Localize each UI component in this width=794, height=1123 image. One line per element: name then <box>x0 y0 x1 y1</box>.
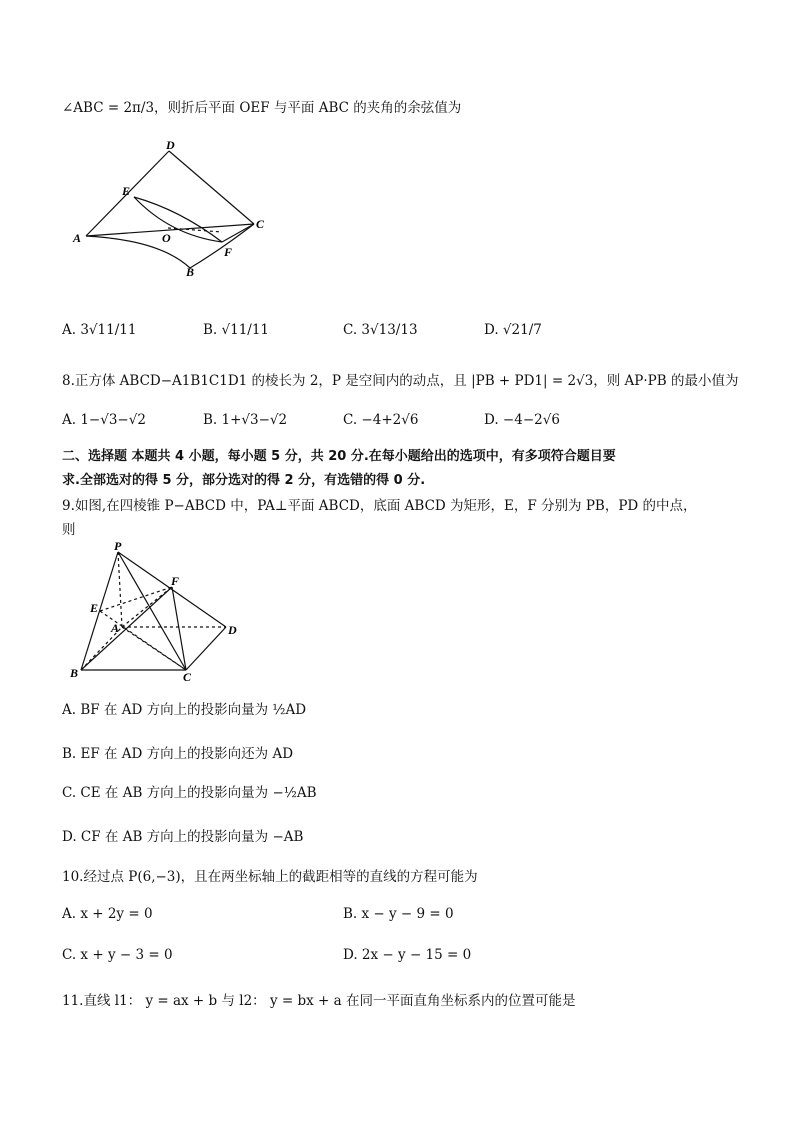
q7-option-c[interactable]: C. 3√13/13 <box>343 322 418 338</box>
label-B: B <box>186 265 195 279</box>
q8-option-a[interactable]: A. 1−√3−√2 <box>62 412 146 428</box>
q8-stem: 8.正方体 ABCD−A1B1C1D1 的棱长为 2，P 是空间内的动点，且 |PB + PD1| = 2√3，则 AP·PB 的最小值为 <box>62 373 739 389</box>
section2-heading-line1: 二、选择题 本题共 4 小题，每小题 5 分，共 20 分.在每小题给出的选项中，有多项符合题目要 <box>62 449 616 464</box>
edge-EF-dashed <box>100 587 172 611</box>
edge-FC <box>222 224 254 242</box>
q10-option-b[interactable]: B. x − y − 9 = 0 <box>343 906 454 922</box>
edge-AB <box>86 236 190 268</box>
label-E: E <box>90 601 99 615</box>
q7-stem-tail: ∠ABC = 2π/3，则折后平面 OEF 与平面 ABC 的夹角的余弦值为 <box>62 100 462 116</box>
q7-option-b[interactable]: B. √11/11 <box>203 322 270 338</box>
label-C: C <box>183 670 192 684</box>
label-B: B <box>70 666 79 680</box>
q8-option-d[interactable]: D. −4−2√6 <box>484 412 560 428</box>
section2-heading-line2: 求.全部选对的得 5 分，部分选对的得 2 分，有选错的得 0 分. <box>62 473 426 488</box>
q9-option-c[interactable]: C. CE 在 AB 方向上的投影向量为 −½AB <box>62 785 317 801</box>
q11-stem: 11.直线 l1： y = ax + b 与 l2： y = bx + a 在同一平面直角坐标系内的位置可能是 <box>62 993 576 1009</box>
edge-PA-dashed <box>118 552 122 627</box>
q8-option-c[interactable]: C. −4+2√6 <box>343 412 419 428</box>
edge-DC <box>169 151 254 224</box>
label-C: C <box>256 217 265 231</box>
pyramid-diagram <box>64 540 254 685</box>
q10-option-a[interactable]: A. x + 2y = 0 <box>62 906 153 922</box>
q9-stem-line2: 则 <box>62 522 76 538</box>
edge-PB <box>81 552 118 670</box>
label-D: D <box>166 140 175 152</box>
q7-option-d[interactable]: D. √21/7 <box>484 322 542 338</box>
label-E: E <box>122 184 131 198</box>
q10-stem: 10.经过点 P(6,−3)，且在两坐标轴上的截距相等的直线的方程可能为 <box>62 869 478 885</box>
edge-CD <box>186 627 226 670</box>
q9-option-b[interactable]: B. EF 在 AD 方向上的投影向还为 AD <box>62 746 294 762</box>
label-D: D <box>228 623 237 637</box>
label-O: O <box>162 231 171 245</box>
q9-option-d[interactable]: D. CF 在 AB 方向上的投影向量为 −AB <box>62 829 304 845</box>
edge-EF-upper <box>134 197 222 242</box>
label-P: P <box>114 540 122 553</box>
label-A: A <box>73 231 82 245</box>
q10-option-c[interactable]: C. x + y − 3 = 0 <box>62 947 173 963</box>
edge-EF-lower <box>134 197 222 242</box>
q9-stem-line1: 9.如图,在四棱锥 P−ABCD 中，PA⊥平面 ABCD，底面 ABCD 为矩形，E，F 分别为 PB，PD 的中点， <box>62 498 697 514</box>
q10-option-d[interactable]: D. 2x − y − 15 = 0 <box>343 947 472 963</box>
label-F: F <box>171 574 180 588</box>
q8-option-b[interactable]: B. 1+√3−√2 <box>203 412 288 428</box>
label-A: A <box>111 621 120 635</box>
folded-figure-diagram <box>70 140 270 280</box>
label-F: F <box>224 245 233 259</box>
edge-AF-dashed <box>122 587 172 627</box>
q9-option-a[interactable]: A. BF 在 AD 方向上的投影向量为 ½AD <box>62 702 307 718</box>
q7-option-a[interactable]: A. 3√11/11 <box>62 322 137 338</box>
